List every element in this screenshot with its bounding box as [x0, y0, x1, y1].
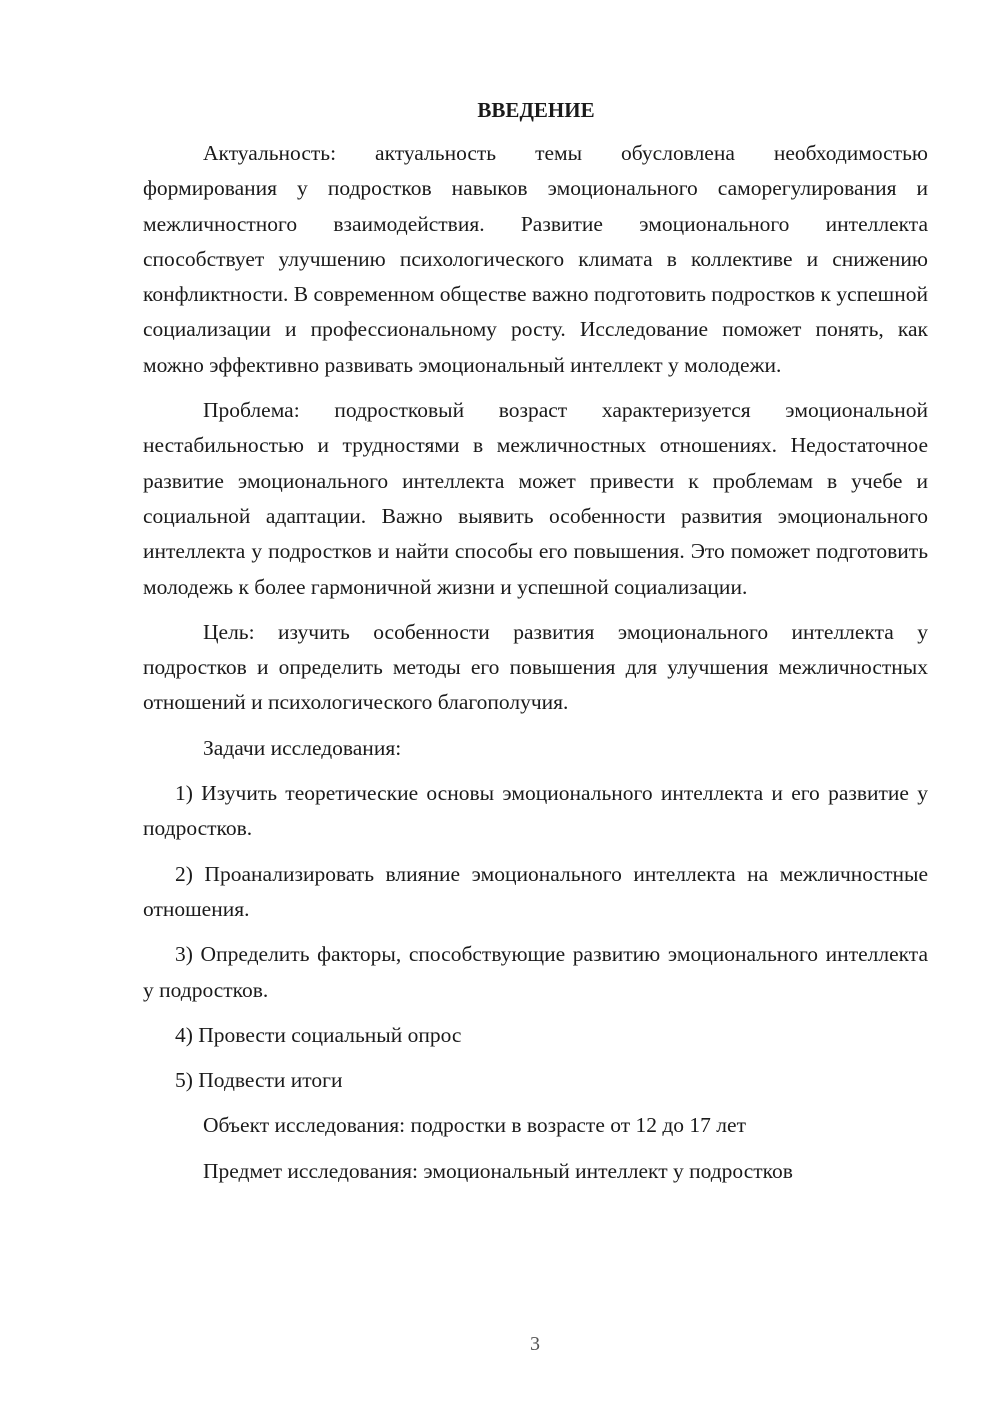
page-number: 3 — [530, 1333, 540, 1355]
research-subject: Предмет исследования: эмоциональный интеллект у подростков — [203, 1158, 793, 1183]
task-item: 4) Провести социальный опрос — [175, 1022, 462, 1047]
relevance-paragraph: Актуальность: актуальность темы обусловлена необходимостью формирования у подростков навыков эмоционального саморегулирования и межличностного взаимодействия. Развитие эмоционального интеллекта способствует улучшению психологического климата в коллективе и снижению конфликтности. В современном обществе важно подготовить подростков к успешной социализации и профессиональному росту. Исследование поможет понять, как можно эффективно развивать эмоциональный интеллект у молодежи. — [143, 141, 928, 377]
problem-paragraph: Проблема: подростковый возраст характеризуется эмоциональной нестабильностью и трудностями в межличностных отношениях. Недостаточное развитие эмоционального интеллекта может привести к проблемам в учебе и социальной адаптации. Важно выявить особенности развития эмоционального интеллекта у подростков и найти способы его повышения. Это поможет подготовить молодежь к более гармоничной жизни и успешной социализации. — [143, 398, 928, 599]
research-object: Объект исследования: подростки в возрасте от 12 до 17 лет — [203, 1113, 746, 1138]
task-item: 1) Изучить теоретические основы эмоционального интеллекта и его развитие у подростков. — [143, 781, 928, 841]
goal-paragraph: Цель: изучить особенности развития эмоционального интеллекта у подростков и определить методы его повышения для улучшения межличностных отношений и психологического благополучия. — [143, 619, 928, 715]
page-content — [143, 93, 928, 1199]
section-title: ВВЕДЕНИЕ — [477, 98, 595, 122]
tasks-heading: Задачи исследования: — [203, 735, 402, 760]
task-item: 2) Проанализировать влияние эмоционального интеллекта на межличностные отношения. — [143, 861, 928, 921]
task-item: 3) Определить факторы, способствующие развитию эмоционального интеллекта у подростков. — [143, 942, 928, 1002]
task-item: 5) Подвести итоги — [175, 1068, 343, 1093]
